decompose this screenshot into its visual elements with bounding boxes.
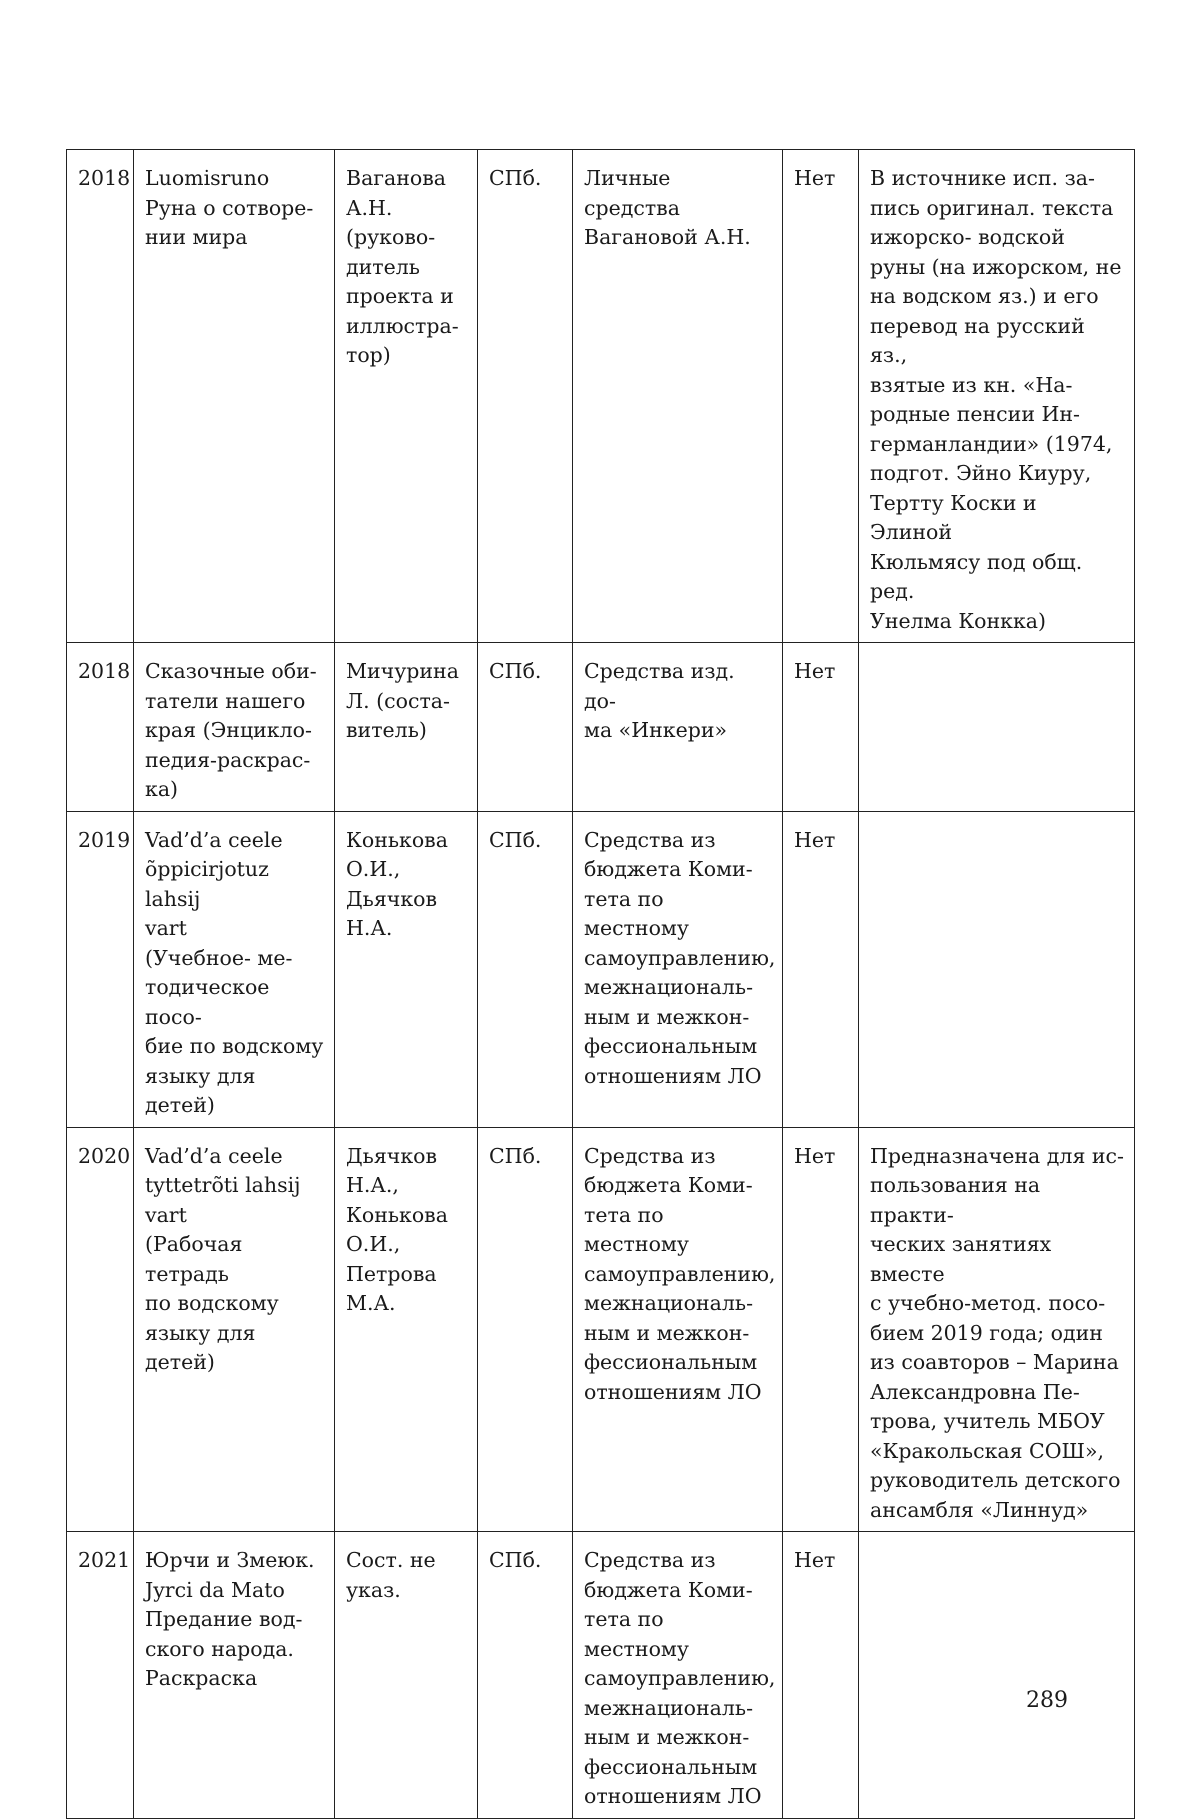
cell-note: В источнике исп. за- пись оригинал. текста ижорско- водской руны (на ижорском, не на водском яз.) и его перевод на русский яз., взятые из кн. «На- родные пенсии Ин- германландии» (1974, подгот. Эйно Киуру, Тертту Коски и Элиной Кюльмясу под общ. ред. Унелма Конкка): [859, 150, 1135, 643]
cell-author: Мичурина Л. (соста- витель): [335, 643, 478, 812]
cell-reprint: Нет: [783, 1127, 859, 1532]
cell-title: Luomisruno Руна о сотворе- нии мира: [134, 150, 335, 643]
cell-year: 2021: [67, 1532, 134, 1819]
cell-funding: Личные средства Вагановой А.Н.: [573, 150, 783, 643]
cell-year: 2018: [67, 150, 134, 643]
table-row: [67, 811, 1135, 1127]
cell-note: [859, 811, 1135, 1127]
table-row: [67, 643, 1135, 812]
cell-place: СПб.: [478, 1532, 573, 1819]
cell-funding: Средства из бюджета Коми- тета по местному самоуправлению, межнациональ- ным и межкон- фессиональным отношениям ЛО: [573, 1127, 783, 1532]
cell-author: Дьячков Н.А., Конькова О.И., Петрова М.А.: [335, 1127, 478, 1532]
cell-place: СПб.: [478, 150, 573, 643]
cell-note: [859, 1532, 1135, 1819]
cell-reprint: Нет: [783, 150, 859, 643]
cell-place: СПб.: [478, 1127, 573, 1532]
cell-note: [859, 643, 1135, 812]
table-row: [67, 150, 1135, 643]
page-number: 289: [1026, 1687, 1068, 1715]
cell-reprint: Нет: [783, 1532, 859, 1819]
cell-title: Vad’d’a ceele õppicirjotuz lahsij vart (Учебное- ме- тодическое посо- бие по водскому языку для детей): [134, 811, 335, 1127]
cell-reprint: Нет: [783, 811, 859, 1127]
table-row: [67, 1532, 1135, 1819]
cell-funding: Средства изд. до- ма «Инкери»: [573, 643, 783, 812]
cell-author: Конькова О.И., Дьячков Н.А.: [335, 811, 478, 1127]
cell-place: СПб.: [478, 811, 573, 1127]
cell-reprint: Нет: [783, 643, 859, 812]
cell-year: 2020: [67, 1127, 134, 1532]
cell-year: 2019: [67, 811, 134, 1127]
cell-funding: Средства из бюджета Коми- тета по местному самоуправлению, межнациональ- ным и межкон- фессиональным отношениям ЛО: [573, 811, 783, 1127]
cell-author: Сост. не указ.: [335, 1532, 478, 1819]
cell-note: Предназначена для ис- пользования на практи- ческих занятиях вместе с учебно-метод. посо- бием 2019 года; один из соавторов – Марина Александровна Пе- трова, учитель МБОУ «Кракольская СОШ», руководитель детского ансамбля «Линнуд»: [859, 1127, 1135, 1532]
cell-place: СПб.: [478, 643, 573, 812]
cell-funding: Средства из бюджета Коми- тета по местному самоуправлению, межнациональ- ным и межкон- фессиональным отношениям ЛО: [573, 1532, 783, 1819]
table-row: [67, 1127, 1135, 1532]
publications-table: [66, 149, 1135, 1819]
cell-title: Сказочные оби- татели нашего края (Энцикло- педия-раскрас- ка): [134, 643, 335, 812]
cell-title: Юрчи и Змеюк. Jyrci da Mato Предание вод- ского народа. Раскраска: [134, 1532, 335, 1819]
cell-author: Ваганова А.Н. (руково- дитель проекта и иллюстра- тор): [335, 150, 478, 643]
cell-title: Vad’d’a ceele tyttetrõti lahsij vart (Рабочая тетрадь по водскому языку для детей): [134, 1127, 335, 1532]
cell-year: 2018: [67, 643, 134, 812]
